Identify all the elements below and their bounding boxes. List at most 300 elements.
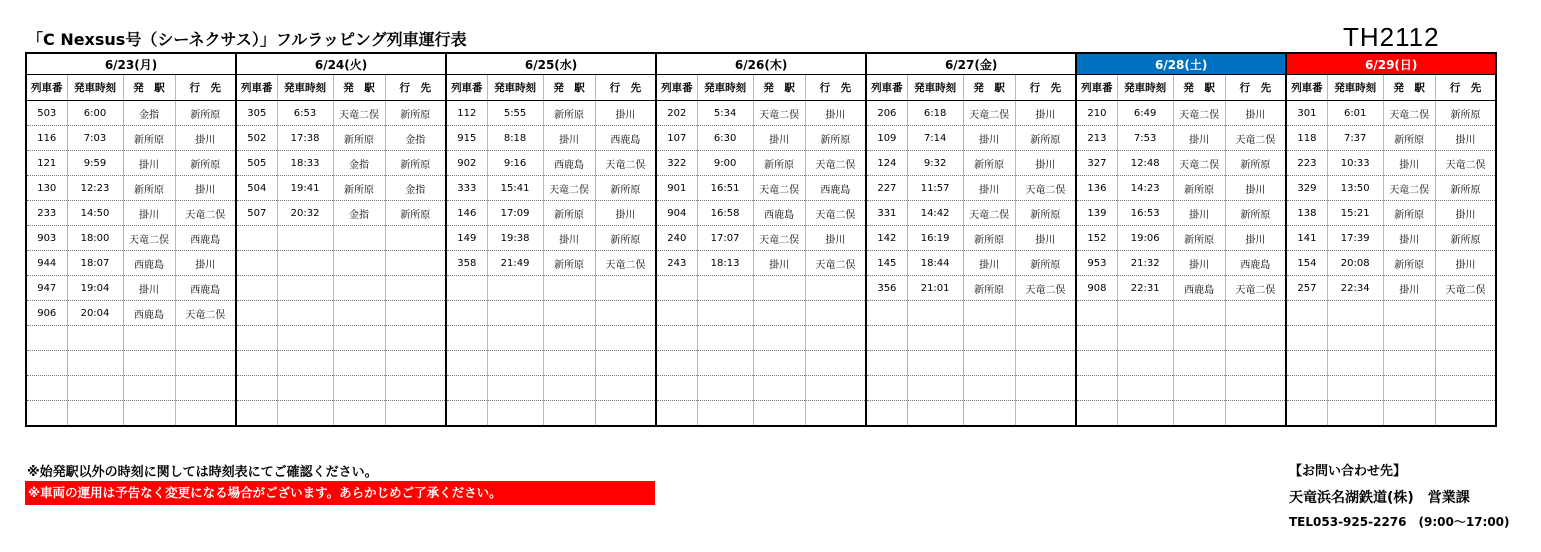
table-cell: 20:08 — [1327, 251, 1383, 276]
table-cell: 906 — [26, 301, 67, 326]
table-cell: 掛川 — [123, 151, 175, 176]
table-cell: 新所原 — [595, 226, 656, 251]
table-cell: 天竜二俣 — [543, 176, 595, 201]
column-header: 列車番 — [656, 75, 697, 101]
table-cell: 7:53 — [1117, 126, 1173, 151]
table-cell: 掛川 — [175, 251, 236, 276]
table-cell — [446, 401, 487, 427]
table-cell: 358 — [446, 251, 487, 276]
table-cell: 掛川 — [753, 251, 805, 276]
table-cell: 7:03 — [67, 126, 123, 151]
column-header: 発 駅 — [333, 75, 385, 101]
table-cell: 掛川 — [123, 276, 175, 301]
table-cell: 20:32 — [277, 201, 333, 226]
table-cell: 138 — [1286, 201, 1327, 226]
table-cell — [753, 276, 805, 301]
table-cell: 6:49 — [1117, 101, 1173, 126]
table-cell: 金指 — [333, 151, 385, 176]
table-cell — [236, 276, 277, 301]
table-cell: 天竜二俣 — [963, 201, 1015, 226]
table-cell: 5:55 — [487, 101, 543, 126]
table-cell: 掛川 — [1383, 226, 1435, 251]
table-cell: 掛川 — [1383, 151, 1435, 176]
table-cell: 新所原 — [175, 151, 236, 176]
table-cell — [1117, 351, 1173, 376]
table-cell — [277, 226, 333, 251]
table-cell — [1225, 401, 1286, 427]
table-cell — [67, 401, 123, 427]
table-cell — [753, 351, 805, 376]
table-cell — [446, 376, 487, 401]
table-cell — [175, 326, 236, 351]
table-cell — [385, 401, 446, 427]
table-cell — [543, 376, 595, 401]
table-cell: 20:04 — [67, 301, 123, 326]
table-cell: 新所原 — [1383, 126, 1435, 151]
column-header: 発車時刻 — [67, 75, 123, 101]
column-header: 列車番 — [236, 75, 277, 101]
table-cell — [1435, 376, 1496, 401]
table-cell: 5:34 — [697, 101, 753, 126]
table-cell: 257 — [1286, 276, 1327, 301]
table-cell — [656, 351, 697, 376]
column-header: 発 駅 — [543, 75, 595, 101]
table-cell: 掛川 — [1015, 151, 1076, 176]
table-cell: 9:32 — [907, 151, 963, 176]
table-cell — [333, 251, 385, 276]
column-header: 発車時刻 — [487, 75, 543, 101]
table-cell — [595, 351, 656, 376]
table-cell — [543, 351, 595, 376]
table-cell — [277, 301, 333, 326]
table-cell — [1435, 326, 1496, 351]
table-cell — [385, 351, 446, 376]
table-cell — [1435, 301, 1496, 326]
date-header: 6/25(水) — [446, 53, 656, 75]
table-cell — [1286, 351, 1327, 376]
table-cell — [1173, 301, 1225, 326]
column-header: 行 先 — [805, 75, 866, 101]
table-cell — [1117, 326, 1173, 351]
table-cell: 新所原 — [1015, 126, 1076, 151]
table-cell: 西鹿島 — [123, 251, 175, 276]
table-cell — [595, 376, 656, 401]
table-cell — [1173, 376, 1225, 401]
table-cell: 天竜二俣 — [333, 101, 385, 126]
table-cell: 233 — [26, 201, 67, 226]
table-cell — [963, 376, 1015, 401]
table-cell — [175, 351, 236, 376]
table-cell — [543, 401, 595, 427]
table-row — [26, 376, 1496, 401]
table-cell: 243 — [656, 251, 697, 276]
date-header: 6/27(金) — [866, 53, 1076, 75]
table-cell — [277, 401, 333, 427]
table-cell: 130 — [26, 176, 67, 201]
table-cell: 14:50 — [67, 201, 123, 226]
table-cell: 903 — [26, 226, 67, 251]
table-cell: 15:21 — [1327, 201, 1383, 226]
table-cell — [385, 326, 446, 351]
table-cell — [487, 376, 543, 401]
table-cell — [1327, 376, 1383, 401]
table-cell — [67, 326, 123, 351]
table-cell — [1327, 401, 1383, 427]
table-cell: 新所原 — [963, 151, 1015, 176]
table-cell — [123, 351, 175, 376]
table-cell: 19:38 — [487, 226, 543, 251]
table-row — [26, 126, 1496, 151]
table-cell — [753, 326, 805, 351]
date-header-row — [26, 53, 1496, 75]
table-cell: 202 — [656, 101, 697, 126]
table-cell — [385, 251, 446, 276]
table-cell: 掛川 — [1015, 226, 1076, 251]
table-cell: 掛川 — [595, 101, 656, 126]
table-cell: 139 — [1076, 201, 1117, 226]
table-cell — [963, 401, 1015, 427]
table-cell: 新所原 — [1383, 251, 1435, 276]
table-cell: 金指 — [385, 126, 446, 151]
column-header: 発車時刻 — [697, 75, 753, 101]
table-cell: 21:32 — [1117, 251, 1173, 276]
table-cell — [1225, 326, 1286, 351]
column-header: 行 先 — [385, 75, 446, 101]
column-header: 行 先 — [595, 75, 656, 101]
table-cell — [333, 326, 385, 351]
table-cell: 21:49 — [487, 251, 543, 276]
table-cell — [595, 326, 656, 351]
table-cell: 掛川 — [595, 201, 656, 226]
table-cell: 新所原 — [123, 176, 175, 201]
date-header: 6/26(木) — [656, 53, 866, 75]
table-cell: 天竜二俣 — [175, 201, 236, 226]
table-cell: 掛川 — [1435, 126, 1496, 151]
contact-heading: 【お問い合わせ先】 — [1289, 464, 1407, 479]
table-cell: 902 — [446, 151, 487, 176]
table-cell — [236, 376, 277, 401]
table-cell — [907, 376, 963, 401]
note-change-warning: ※車両の運用は予告なく変更になる場合がございます。あらかじめご了承ください。 — [25, 481, 655, 505]
table-cell: 118 — [1286, 126, 1327, 151]
table-cell: 新所原 — [1225, 201, 1286, 226]
table-cell: 9:00 — [697, 151, 753, 176]
date-header: 6/23(月) — [26, 53, 236, 75]
table-cell: 天竜二俣 — [1435, 151, 1496, 176]
table-cell: 西鹿島 — [175, 226, 236, 251]
table-cell: 22:34 — [1327, 276, 1383, 301]
table-cell — [1076, 326, 1117, 351]
table-cell: 掛川 — [1173, 126, 1225, 151]
table-cell: 502 — [236, 126, 277, 151]
table-cell — [963, 326, 1015, 351]
table-cell: 新所原 — [385, 101, 446, 126]
table-cell: 18:00 — [67, 226, 123, 251]
table-cell: 西鹿島 — [1225, 251, 1286, 276]
table-cell: 124 — [866, 151, 907, 176]
table-cell — [26, 401, 67, 427]
table-row — [26, 226, 1496, 251]
table-cell: 240 — [656, 226, 697, 251]
table-cell — [446, 351, 487, 376]
table-row — [26, 151, 1496, 176]
table-row — [26, 351, 1496, 376]
table-cell: 新所原 — [1435, 226, 1496, 251]
table-cell: 908 — [1076, 276, 1117, 301]
table-cell — [385, 276, 446, 301]
table-cell: 305 — [236, 101, 277, 126]
table-cell: 天竜二俣 — [1225, 126, 1286, 151]
table-cell — [1015, 326, 1076, 351]
table-cell — [697, 401, 753, 427]
table-cell: 新所原 — [1173, 226, 1225, 251]
table-cell: 掛川 — [1015, 101, 1076, 126]
date-header: 6/24(火) — [236, 53, 446, 75]
table-cell: 天竜二俣 — [123, 226, 175, 251]
table-cell — [1076, 376, 1117, 401]
table-cell — [656, 401, 697, 427]
table-cell — [123, 376, 175, 401]
column-header-row — [26, 75, 1496, 101]
table-cell: 206 — [866, 101, 907, 126]
table-cell — [1015, 301, 1076, 326]
table-cell: 503 — [26, 101, 67, 126]
table-cell: 天竜二俣 — [595, 251, 656, 276]
table-cell: 141 — [1286, 226, 1327, 251]
table-cell — [26, 376, 67, 401]
table-cell: 154 — [1286, 251, 1327, 276]
table-cell: 掛川 — [1173, 201, 1225, 226]
table-cell — [1015, 351, 1076, 376]
table-cell: 11:57 — [907, 176, 963, 201]
table-cell — [1383, 376, 1435, 401]
table-cell: 6:30 — [697, 126, 753, 151]
document-code: TH2112 — [1343, 22, 1440, 52]
table-cell — [333, 276, 385, 301]
table-cell — [1225, 376, 1286, 401]
table-cell — [805, 401, 866, 427]
table-cell: 6:00 — [67, 101, 123, 126]
table-cell — [1435, 351, 1496, 376]
table-cell — [1286, 301, 1327, 326]
table-cell — [1327, 301, 1383, 326]
table-cell — [543, 326, 595, 351]
table-cell — [656, 326, 697, 351]
table-cell — [656, 376, 697, 401]
table-cell: 356 — [866, 276, 907, 301]
table-cell — [753, 401, 805, 427]
table-cell: 掛川 — [753, 126, 805, 151]
table-cell: 新所原 — [963, 276, 1015, 301]
table-cell: 西鹿島 — [595, 126, 656, 151]
table-cell: 14:42 — [907, 201, 963, 226]
table-cell: 944 — [26, 251, 67, 276]
table-cell: 掛川 — [963, 176, 1015, 201]
column-header: 発 駅 — [1383, 75, 1435, 101]
page-title: 「C Nexsus号（シーネクサス）」フルラッピング列車運行表 — [27, 30, 467, 49]
table-cell — [1173, 351, 1225, 376]
table-cell: 915 — [446, 126, 487, 151]
table-cell — [963, 301, 1015, 326]
table-cell: 19:04 — [67, 276, 123, 301]
table-cell — [277, 326, 333, 351]
table-cell: 新所原 — [963, 226, 1015, 251]
table-cell: 掛川 — [1383, 276, 1435, 301]
table-cell — [277, 351, 333, 376]
table-cell — [866, 376, 907, 401]
column-header: 発 駅 — [123, 75, 175, 101]
table-cell: 18:13 — [697, 251, 753, 276]
table-cell — [1383, 351, 1435, 376]
table-cell: 新所原 — [1015, 201, 1076, 226]
table-row — [26, 251, 1496, 276]
table-cell — [487, 301, 543, 326]
table-cell — [866, 401, 907, 427]
table-cell: 947 — [26, 276, 67, 301]
table-cell: 天竜二俣 — [1015, 176, 1076, 201]
table-cell: 15:41 — [487, 176, 543, 201]
table-cell: 17:09 — [487, 201, 543, 226]
table-cell: 金指 — [333, 201, 385, 226]
table-cell: 新所原 — [333, 176, 385, 201]
table-cell: 天竜二俣 — [753, 176, 805, 201]
table-cell — [805, 301, 866, 326]
table-cell — [277, 276, 333, 301]
column-header: 発 駅 — [963, 75, 1015, 101]
table-cell: 掛川 — [1225, 101, 1286, 126]
table-cell — [333, 226, 385, 251]
table-cell: 新所原 — [595, 176, 656, 201]
table-cell: 146 — [446, 201, 487, 226]
table-cell: 107 — [656, 126, 697, 151]
table-cell — [1015, 401, 1076, 427]
table-cell: 天竜二俣 — [175, 301, 236, 326]
table-cell: 西鹿島 — [543, 151, 595, 176]
table-cell — [236, 351, 277, 376]
table-cell — [1286, 376, 1327, 401]
table-cell: 新所原 — [753, 151, 805, 176]
table-cell — [1117, 401, 1173, 427]
column-header: 発 駅 — [1173, 75, 1225, 101]
table-cell — [1225, 301, 1286, 326]
table-cell: 金指 — [123, 101, 175, 126]
table-cell: 136 — [1076, 176, 1117, 201]
table-cell: 17:38 — [277, 126, 333, 151]
contact-tel: TEL053-925-2276 (9:00～17:00) — [1289, 515, 1510, 529]
date-header: 6/28(土) — [1076, 53, 1286, 75]
table-cell: 新所原 — [385, 201, 446, 226]
table-row — [26, 276, 1496, 301]
table-cell — [333, 301, 385, 326]
note-timetable: ※始発駅以外の時刻に関しては時刻表にてご確認ください。 — [27, 465, 378, 480]
table-cell: 天竜二俣 — [805, 201, 866, 226]
table-cell: 149 — [446, 226, 487, 251]
column-header: 行 先 — [1015, 75, 1076, 101]
column-header: 列車番 — [446, 75, 487, 101]
table-cell — [866, 301, 907, 326]
table-cell: 天竜二俣 — [1225, 276, 1286, 301]
table-cell: 152 — [1076, 226, 1117, 251]
table-cell: 新所原 — [805, 126, 866, 151]
column-header: 行 先 — [1435, 75, 1496, 101]
table-cell — [1076, 401, 1117, 427]
table-cell: 327 — [1076, 151, 1117, 176]
table-cell — [333, 376, 385, 401]
table-cell: 18:07 — [67, 251, 123, 276]
table-cell: 天竜二俣 — [805, 151, 866, 176]
column-header: 列車番 — [866, 75, 907, 101]
table-cell: 12:23 — [67, 176, 123, 201]
table-cell: 333 — [446, 176, 487, 201]
table-cell: 天竜二俣 — [963, 101, 1015, 126]
column-header: 発車時刻 — [907, 75, 963, 101]
table-cell: 16:19 — [907, 226, 963, 251]
table-cell — [1117, 376, 1173, 401]
table-cell: 西鹿島 — [123, 301, 175, 326]
table-cell — [333, 351, 385, 376]
table-cell: 掛川 — [123, 201, 175, 226]
table-cell — [487, 351, 543, 376]
table-cell: 301 — [1286, 101, 1327, 126]
table-cell — [385, 226, 446, 251]
table-cell — [907, 351, 963, 376]
table-cell: 21:01 — [907, 276, 963, 301]
table-cell — [446, 326, 487, 351]
table-cell — [963, 351, 1015, 376]
table-cell — [1435, 401, 1496, 427]
table-cell — [236, 301, 277, 326]
table-cell — [446, 301, 487, 326]
table-cell: 新所原 — [543, 201, 595, 226]
table-cell — [67, 351, 123, 376]
table-cell — [1173, 326, 1225, 351]
table-cell: 17:07 — [697, 226, 753, 251]
table-cell: 6:01 — [1327, 101, 1383, 126]
table-cell — [277, 376, 333, 401]
table-cell: 109 — [866, 126, 907, 151]
table-cell: 7:14 — [907, 126, 963, 151]
table-cell — [595, 276, 656, 301]
table-cell: 13:50 — [1327, 176, 1383, 201]
table-cell: 掛川 — [175, 176, 236, 201]
table-cell: 西鹿島 — [753, 201, 805, 226]
timetable — [25, 52, 1496, 431]
table-cell: 新所原 — [175, 101, 236, 126]
contact-company: 天竜浜名湖鉄道(株) 営業課 — [1289, 490, 1470, 506]
table-cell: 新所原 — [1435, 176, 1496, 201]
table-cell — [805, 376, 866, 401]
column-header: 発車時刻 — [277, 75, 333, 101]
table-cell: 6:53 — [277, 101, 333, 126]
table-cell — [753, 301, 805, 326]
table-cell — [236, 326, 277, 351]
table-cell — [123, 326, 175, 351]
table-cell: 天竜二俣 — [1015, 276, 1076, 301]
table-cell: 6:18 — [907, 101, 963, 126]
column-header: 発車時刻 — [1117, 75, 1173, 101]
table-cell: 16:51 — [697, 176, 753, 201]
table-cell — [1327, 326, 1383, 351]
column-header: 列車番 — [26, 75, 67, 101]
table-cell: 10:33 — [1327, 151, 1383, 176]
table-cell: 天竜二俣 — [595, 151, 656, 176]
table-cell: 西鹿島 — [175, 276, 236, 301]
table-cell — [595, 301, 656, 326]
table-cell — [907, 301, 963, 326]
table-cell: 天竜二俣 — [1173, 151, 1225, 176]
table-cell — [697, 351, 753, 376]
table-cell: 新所原 — [1435, 101, 1496, 126]
